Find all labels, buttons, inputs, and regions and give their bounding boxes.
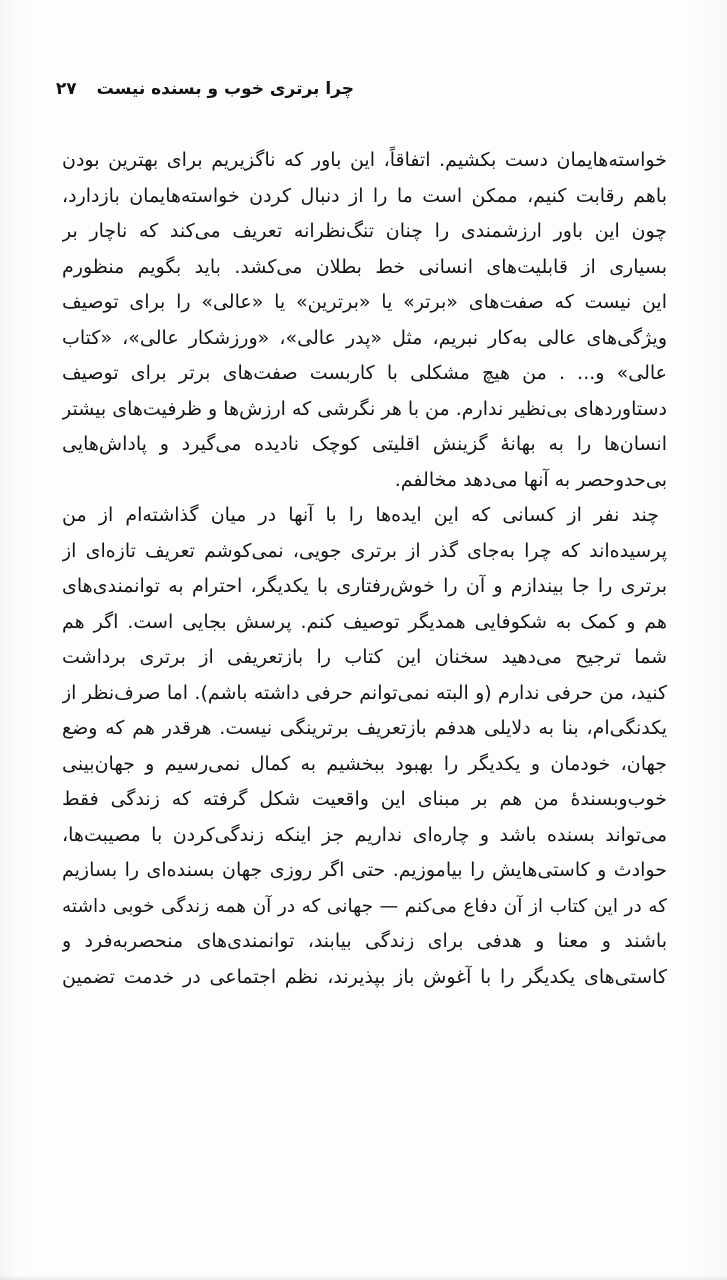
text-line: می‌تواند بسنده باشد و چاره‌ای نداریم جز اینکه زندگی‌کردن با مصیبت‌ها، <box>62 823 667 846</box>
text-line: خوب‌وبسندهٔ من هم بر مبنای این واقعیت شکل گرفته که زندگی فقط <box>62 788 667 810</box>
paragraph-2 <box>62 498 667 995</box>
text-line: پرسیده‌اند که چرا به‌جای گذر از برتری جویی، نمی‌کوشم تعریف تازه‌ای از <box>62 539 667 562</box>
text-line: شما ترجیح می‌دهید سخنان این کتاب را بازتعریفی از برتری برداشت <box>62 646 667 668</box>
text-line: باهم رقابت کنیم، ممکن است ما را از دنبال کردن خواسته‌هایمان بازدارد، <box>62 184 667 207</box>
text-line: انسان‌ها را به بهانهٔ گزینش اقلیتی کوچک نادیده می‌گیرد و پاداش‌هایی <box>62 433 667 455</box>
text-line: برتری را جا بیندازم و آن را خوش‌رفتاری با یکدیگر، احترام به توانمندی‌های <box>62 575 667 597</box>
text-line: ویژگی‌های عالی به‌کار نبریم، مثل «پدر عالی»، «ورزشکار عالی»، «کتاب <box>62 326 667 349</box>
text-line: یکدنگی‌ام، بنا به دلایلی هدفم بازتعریف برترینگی نیست. هرقدر هم که وضع <box>62 717 667 739</box>
text-line: عالی» و... . من هیچ مشکلی با کاربست صفت‌های برتر برای توصیف <box>62 362 667 384</box>
text-line: هم و کمک به شکوفایی همدیگر توصیف کنم. پرسش بجایی است. اگر هم <box>62 610 667 633</box>
paragraph-1 <box>62 143 667 498</box>
text-line: بی‌حدوحصر به آنها می‌دهد مخالفم. <box>394 468 667 491</box>
text-line: کنید، من حرفی ندارم (و البته نمی‌توانم حرفی داشته باشم). اما صرف‌نظر از <box>62 681 667 704</box>
chapter-title: چرا برتری خوب و بسنده نیست <box>96 79 354 99</box>
text-line: که در این کتاب از آن دفاع می‌کنم — جهانی که در آن همه زندگی خوبی داشته <box>62 895 667 917</box>
text-line: خواسته‌هایمان دست بکشیم. اتفاقاً، این باور که ناگزیریم برای بهترین بودن <box>62 149 667 171</box>
text-line: این نیست که صفت‌های «برتر» یا «برترین» یا «عالی» را برای توصیف <box>62 291 667 313</box>
page-number: ۲۷ <box>55 79 77 99</box>
body-text <box>62 143 667 995</box>
text-line: بسیاری از قابلیت‌های انسانی خط بطلان می‌کشد. باید بگویم منظورم <box>62 255 667 278</box>
text-line: کاستی‌های یکدیگر را با آغوش باز بپذیرند، نظم اجتماعی در خدمت تضمین <box>62 965 667 988</box>
page-edge-shadow <box>0 1276 727 1280</box>
text-line: چند نفر از کسانی که این ایده‌ها را با آنها در میان گذاشته‌ام از من <box>62 504 659 526</box>
text-line: چون این باور ارزشمندی را چنان تنگ‌نظرانه تعریف می‌کند که ناچار بر <box>62 220 667 242</box>
text-line: جهان، خودمان و یکدیگر را بهبود ببخشیم به کمال نمی‌رسیم و جهان‌بینی <box>62 752 667 775</box>
text-line: دستاوردهای بی‌نظیر ندارم. من با هر نگرشی که ارزش‌ها و ظرفیت‌های بیشتر <box>62 397 667 420</box>
text-line: باشند و معنا و هدفی برای زندگی بیابند، توانمندی‌های منحصربه‌فرد و <box>62 930 667 952</box>
text-line: حوادث و کاستی‌هایش را بیاموزیم. حتی اگر روزی جهان بسنده‌ای را بسازیم <box>62 859 667 881</box>
running-head <box>55 74 364 104</box>
